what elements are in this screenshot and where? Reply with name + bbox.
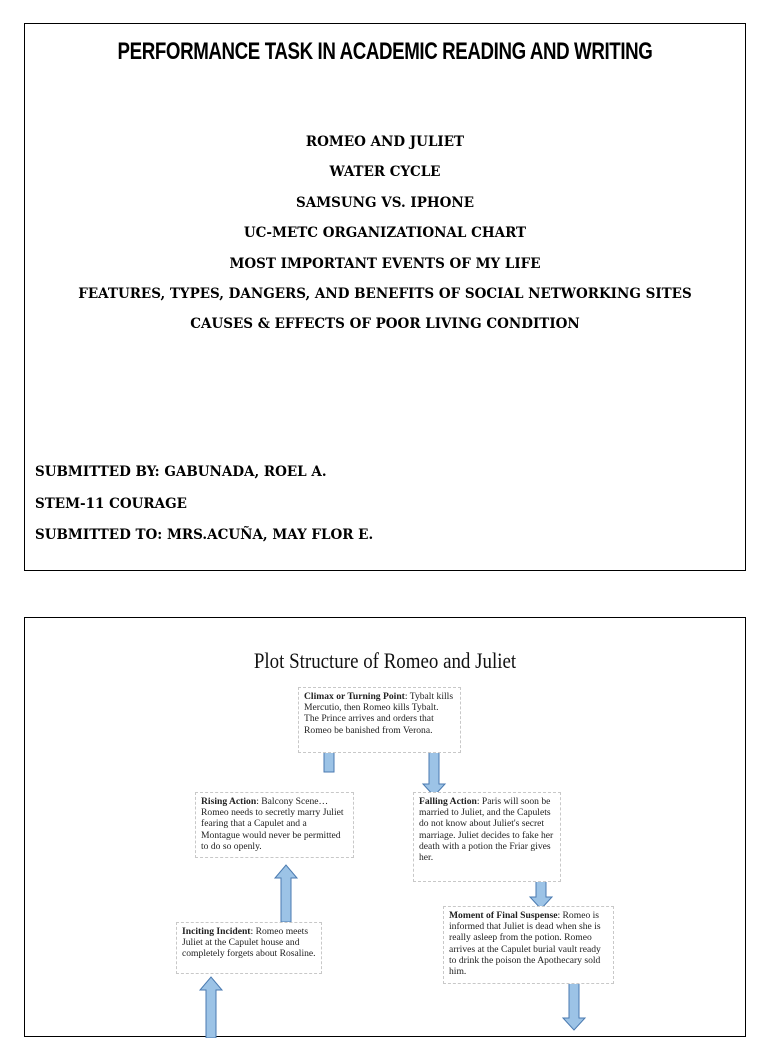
event-label: Falling Action — [419, 796, 477, 807]
event-box-inciting-incident — [176, 922, 322, 974]
event-text: : Balcony Scene…Romeo needs to secretly marry Juliet fearing that a Capulet and a Montague would never be permitted to do so openly. — [201, 796, 344, 852]
topic-item: CAUSES & EFFECTS OF POOR LIVING CONDITION — [190, 316, 580, 333]
up-arrow-icon — [275, 865, 297, 922]
event-box-climax — [298, 687, 461, 753]
submitted-to: SUBMITTED TO: MRS.ACUÑA, MAY FLOR E. — [35, 527, 374, 543]
event-box-final-suspense — [443, 906, 614, 984]
event-text: : Paris will soon be married to Juliet, and the Capulets do not know about Juliet's secret marriage. Juliet decides to fake her death with a potion the Friar gives her. — [419, 796, 554, 864]
submitted-by: SUBMITTED BY: GABUNADA, ROEL A. — [35, 464, 327, 480]
down-arrow-icon — [563, 980, 585, 1030]
topic-item: FEATURES, TYPES, DANGERS, AND BENEFITS OF SOCIAL NETWORKING SITES — [78, 285, 692, 302]
event-label: Inciting Incident — [182, 926, 251, 937]
event-label: Rising Action — [201, 796, 257, 807]
event-text: : Romeo is informed that Juliet is dead when she is really asleep from the potion. Romeo arrives at the Capulet burial vault ready to drink the poison the Apothecary sold him. — [449, 910, 601, 978]
topic-item: ROMEO AND JULIET — [305, 134, 465, 150]
event-box-rising-action — [195, 792, 354, 858]
topic-list — [25, 134, 745, 347]
plot-arrows — [25, 618, 745, 1038]
topic-item: MOST IMPORTANT EVENTS OF MY LIFE — [229, 255, 541, 272]
topic-item: WATER CYCLE — [329, 164, 441, 181]
event-text: : Tybalt kills Mercutio, then Romeo kills Tybalt. The Prince arrives and orders that Romeo be banished from Verona. — [304, 691, 454, 736]
up-arrow-icon — [200, 977, 222, 1038]
cover-page — [24, 23, 746, 571]
down-arrow-icon — [423, 749, 445, 796]
submission-info — [35, 464, 373, 559]
event-text: : Romeo meets Juliet at the Capulet house and completely forgets about Rosaline. — [182, 926, 316, 960]
topic-item: SAMSUNG VS. IPHONE — [295, 194, 474, 211]
event-box-falling-action — [413, 792, 561, 882]
event-label: Climax or Turning Point — [304, 691, 405, 702]
event-label: Moment of Final Suspense — [449, 910, 558, 921]
topic-item: UC-METC ORGANIZATIONAL CHART — [243, 225, 527, 242]
plot-structure-page — [24, 617, 746, 1037]
plot-title: Plot Structure of Romeo and Juliet — [253, 648, 517, 673]
section-label: STEM-11 COURAGE — [35, 495, 187, 512]
cover-title: PERFORMANCE TASK IN ACADEMIC READING AND WRITING — [117, 38, 653, 65]
